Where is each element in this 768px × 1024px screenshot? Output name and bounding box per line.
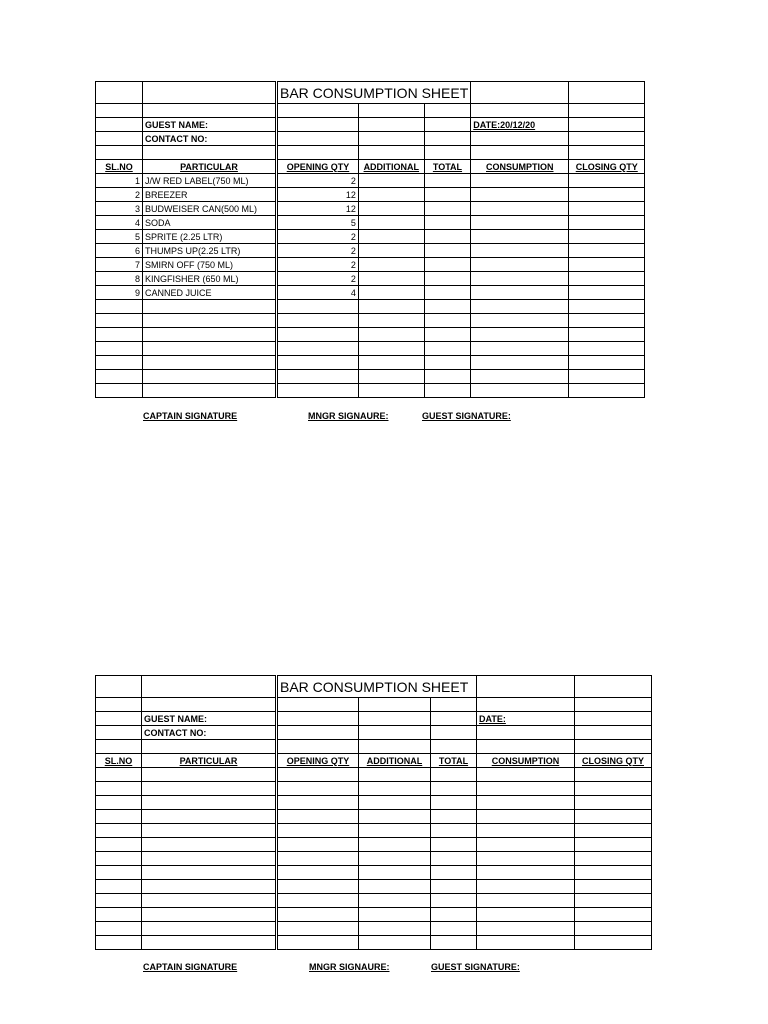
- empty-cell: [277, 810, 359, 824]
- empty-cell: [431, 796, 477, 810]
- empty-cell: [575, 894, 652, 908]
- empty-cell: [96, 796, 142, 810]
- header-cell: OPENING QTY: [277, 754, 359, 768]
- empty-cell: [471, 216, 569, 230]
- empty-cell: [569, 300, 645, 314]
- empty-cell: [96, 342, 143, 356]
- item-name: J/W RED LABEL(750 ML): [143, 174, 277, 188]
- table-row: [96, 768, 652, 782]
- empty-cell: [143, 314, 277, 328]
- empty-cell: [359, 824, 431, 838]
- empty-cell: [424, 244, 471, 258]
- empty-cell: [569, 216, 645, 230]
- empty-cell: [471, 384, 569, 398]
- empty-cell: [477, 908, 575, 922]
- empty-cell: [277, 768, 359, 782]
- empty-cell: [471, 272, 569, 286]
- empty-cell: [569, 202, 645, 216]
- consumption-sheet-1: [95, 81, 645, 398]
- opening-qty: 4: [277, 286, 359, 300]
- empty-cell: [142, 796, 277, 810]
- empty-cell: [277, 370, 359, 384]
- table-row: [96, 174, 645, 188]
- date-label: DATE:: [477, 712, 575, 726]
- empty-cell: [359, 936, 431, 950]
- empty-cell: [143, 342, 277, 356]
- empty-cell: [96, 824, 142, 838]
- empty-cell: [96, 300, 143, 314]
- empty-cell: [477, 922, 575, 936]
- header-cell: SL.NO: [96, 754, 142, 768]
- empty-cell: [277, 328, 359, 342]
- empty-cell: [358, 300, 424, 314]
- empty-cell: [424, 356, 471, 370]
- table-row: [96, 866, 652, 880]
- empty-cell: [575, 936, 652, 950]
- empty-cell: [96, 356, 143, 370]
- empty-cell: [471, 258, 569, 272]
- empty-cell: [471, 300, 569, 314]
- empty-cell: [424, 216, 471, 230]
- empty-cell: [143, 328, 277, 342]
- consumption-sheet-2: [95, 675, 652, 950]
- empty-cell: [277, 342, 359, 356]
- item-name: BREEZER: [143, 188, 277, 202]
- empty-cell: [142, 824, 277, 838]
- empty-cell: [359, 922, 431, 936]
- empty-cell: [569, 258, 645, 272]
- empty-cell: [277, 880, 359, 894]
- empty-cell: [431, 866, 477, 880]
- empty-cell: [575, 880, 652, 894]
- empty-cell: [96, 370, 143, 384]
- table-row: [96, 230, 645, 244]
- header-cell: OPENING QTY: [277, 160, 359, 174]
- empty-cell: [96, 810, 142, 824]
- empty-cell: [143, 300, 277, 314]
- row-number: 3: [96, 202, 143, 216]
- empty-cell: [142, 782, 277, 796]
- table-row: [96, 880, 652, 894]
- empty-cell: [431, 782, 477, 796]
- empty-cell: [143, 384, 277, 398]
- empty-cell: [277, 300, 359, 314]
- empty-cell: [424, 202, 471, 216]
- empty-cell: [575, 810, 652, 824]
- empty-cell: [431, 852, 477, 866]
- opening-qty: 2: [277, 174, 359, 188]
- empty-cell: [277, 894, 359, 908]
- table-row: [96, 216, 645, 230]
- opening-qty: 2: [277, 258, 359, 272]
- header-cell: ADDITIONAL: [359, 754, 431, 768]
- header-cell: CONSUMPTION: [477, 754, 575, 768]
- empty-cell: [424, 230, 471, 244]
- empty-cell: [471, 356, 569, 370]
- empty-cell: [424, 286, 471, 300]
- table-row: [96, 356, 645, 370]
- empty-cell: [142, 838, 277, 852]
- empty-cell: [569, 370, 645, 384]
- empty-cell: [359, 838, 431, 852]
- empty-cell: [431, 908, 477, 922]
- table-row: [96, 384, 645, 398]
- empty-cell: [431, 922, 477, 936]
- empty-cell: [277, 908, 359, 922]
- contact-label: CONTACT NO:: [142, 726, 277, 740]
- table-row: [96, 314, 645, 328]
- empty-cell: [424, 174, 471, 188]
- empty-cell: [569, 328, 645, 342]
- empty-cell: [277, 866, 359, 880]
- empty-cell: [277, 852, 359, 866]
- empty-cell: [359, 796, 431, 810]
- empty-cell: [96, 922, 142, 936]
- empty-cell: [142, 894, 277, 908]
- empty-cell: [477, 936, 575, 950]
- empty-cell: [477, 810, 575, 824]
- row-number: 1: [96, 174, 143, 188]
- sheet-table: [95, 81, 645, 398]
- empty-cell: [358, 356, 424, 370]
- empty-cell: [569, 342, 645, 356]
- empty-cell: [477, 852, 575, 866]
- empty-cell: [575, 824, 652, 838]
- empty-cell: [358, 258, 424, 272]
- empty-cell: [569, 384, 645, 398]
- opening-qty: 2: [277, 244, 359, 258]
- sheet-title: BAR CONSUMPTION SHEET: [277, 676, 477, 698]
- empty-cell: [142, 908, 277, 922]
- empty-cell: [358, 286, 424, 300]
- opening-qty: 12: [277, 202, 359, 216]
- empty-cell: [142, 866, 277, 880]
- opening-qty: 2: [277, 272, 359, 286]
- empty-cell: [277, 922, 359, 936]
- table-row: [96, 894, 652, 908]
- empty-cell: [96, 768, 142, 782]
- empty-cell: [477, 824, 575, 838]
- item-name: BUDWEISER CAN(500 ML): [143, 202, 277, 216]
- empty-cell: [471, 286, 569, 300]
- empty-cell: [358, 188, 424, 202]
- header-cell: SL.NO: [96, 160, 143, 174]
- empty-cell: [277, 384, 359, 398]
- table-row: [96, 286, 645, 300]
- table-row: [96, 810, 652, 824]
- sheet-table: [95, 675, 652, 950]
- empty-cell: [575, 838, 652, 852]
- table-row: [96, 838, 652, 852]
- header-cell: ADDITIONAL: [358, 160, 424, 174]
- empty-cell: [142, 936, 277, 950]
- manager-signature-label: MNGR SIGNAURE:: [309, 962, 390, 972]
- empty-cell: [575, 782, 652, 796]
- empty-cell: [424, 314, 471, 328]
- empty-cell: [471, 230, 569, 244]
- empty-cell: [358, 216, 424, 230]
- table-row: [96, 782, 652, 796]
- item-name: SPRITE (2.25 LTR): [143, 230, 277, 244]
- empty-cell: [471, 244, 569, 258]
- header-cell: CLOSING QTY: [569, 160, 645, 174]
- empty-cell: [575, 908, 652, 922]
- header-row: [96, 160, 645, 174]
- empty-cell: [96, 852, 142, 866]
- empty-cell: [471, 202, 569, 216]
- guest-name-label: GUEST NAME:: [143, 118, 277, 132]
- empty-cell: [471, 314, 569, 328]
- empty-cell: [575, 796, 652, 810]
- sheet-title: BAR CONSUMPTION SHEET: [277, 82, 471, 104]
- empty-cell: [569, 272, 645, 286]
- empty-cell: [431, 810, 477, 824]
- empty-cell: [569, 230, 645, 244]
- empty-cell: [142, 810, 277, 824]
- empty-cell: [359, 810, 431, 824]
- empty-cell: [96, 314, 143, 328]
- header-cell: TOTAL: [424, 160, 471, 174]
- empty-cell: [431, 838, 477, 852]
- empty-cell: [569, 314, 645, 328]
- empty-cell: [471, 328, 569, 342]
- empty-cell: [359, 782, 431, 796]
- table-row: [96, 258, 645, 272]
- empty-cell: [277, 314, 359, 328]
- contact-label: CONTACT NO:: [143, 132, 277, 146]
- header-cell: CONSUMPTION: [471, 160, 569, 174]
- empty-cell: [424, 300, 471, 314]
- item-name: SMIRN OFF (750 ML): [143, 258, 277, 272]
- empty-cell: [277, 356, 359, 370]
- table-row: [96, 300, 645, 314]
- table-row: [96, 824, 652, 838]
- empty-cell: [358, 174, 424, 188]
- item-name: SODA: [143, 216, 277, 230]
- empty-cell: [477, 796, 575, 810]
- empty-cell: [471, 370, 569, 384]
- empty-cell: [424, 188, 471, 202]
- empty-cell: [96, 384, 143, 398]
- empty-cell: [477, 782, 575, 796]
- table-row: [96, 908, 652, 922]
- item-name: CANNED JUICE: [143, 286, 277, 300]
- empty-cell: [359, 852, 431, 866]
- header-row: [96, 754, 652, 768]
- table-row: [96, 342, 645, 356]
- empty-cell: [358, 244, 424, 258]
- empty-cell: [359, 880, 431, 894]
- date-label: DATE:20/12/20: [471, 118, 569, 132]
- empty-cell: [569, 174, 645, 188]
- empty-cell: [424, 328, 471, 342]
- table-row: [96, 936, 652, 950]
- item-name: THUMPS UP(2.25 LTR): [143, 244, 277, 258]
- row-number: 9: [96, 286, 143, 300]
- table-row: [96, 328, 645, 342]
- empty-cell: [477, 894, 575, 908]
- empty-cell: [569, 188, 645, 202]
- empty-cell: [358, 370, 424, 384]
- empty-cell: [431, 824, 477, 838]
- empty-cell: [358, 342, 424, 356]
- empty-cell: [358, 230, 424, 244]
- empty-cell: [575, 922, 652, 936]
- empty-cell: [424, 370, 471, 384]
- empty-cell: [424, 258, 471, 272]
- manager-signature-label: MNGR SIGNAURE:: [308, 411, 389, 421]
- empty-cell: [477, 838, 575, 852]
- header-cell: CLOSING QTY: [575, 754, 652, 768]
- empty-cell: [277, 936, 359, 950]
- empty-cell: [277, 796, 359, 810]
- empty-cell: [431, 894, 477, 908]
- header-cell: PARTICULAR: [143, 160, 277, 174]
- empty-cell: [471, 342, 569, 356]
- empty-cell: [431, 936, 477, 950]
- empty-cell: [424, 384, 471, 398]
- empty-cell: [96, 838, 142, 852]
- empty-cell: [143, 356, 277, 370]
- header-cell: PARTICULAR: [142, 754, 277, 768]
- row-number: 8: [96, 272, 143, 286]
- table-row: [96, 272, 645, 286]
- empty-cell: [569, 286, 645, 300]
- opening-qty: 5: [277, 216, 359, 230]
- empty-cell: [575, 768, 652, 782]
- empty-cell: [142, 852, 277, 866]
- empty-cell: [471, 188, 569, 202]
- header-cell: TOTAL: [431, 754, 477, 768]
- empty-cell: [143, 370, 277, 384]
- empty-cell: [96, 866, 142, 880]
- item-name: KINGFISHER (650 ML): [143, 272, 277, 286]
- opening-qty: 12: [277, 188, 359, 202]
- empty-cell: [142, 880, 277, 894]
- empty-cell: [358, 328, 424, 342]
- empty-cell: [96, 908, 142, 922]
- guest-signature-label: GUEST SIGNATURE:: [431, 962, 520, 972]
- empty-cell: [477, 768, 575, 782]
- empty-cell: [477, 880, 575, 894]
- empty-cell: [277, 824, 359, 838]
- empty-cell: [96, 894, 142, 908]
- empty-cell: [431, 768, 477, 782]
- captain-signature-label: CAPTAIN SIGNATURE: [143, 962, 238, 972]
- table-row: [96, 202, 645, 216]
- empty-cell: [359, 894, 431, 908]
- guest-signature-label: GUEST SIGNATURE:: [422, 411, 511, 421]
- empty-cell: [431, 880, 477, 894]
- empty-cell: [359, 908, 431, 922]
- empty-cell: [96, 328, 143, 342]
- table-row: [96, 796, 652, 810]
- empty-cell: [424, 342, 471, 356]
- empty-cell: [96, 782, 142, 796]
- table-row: [96, 188, 645, 202]
- empty-cell: [359, 866, 431, 880]
- opening-qty: 2: [277, 230, 359, 244]
- empty-cell: [142, 922, 277, 936]
- empty-cell: [471, 174, 569, 188]
- empty-cell: [477, 866, 575, 880]
- captain-signature-label: CAPTAIN SIGNATURE: [143, 411, 238, 421]
- empty-cell: [277, 838, 359, 852]
- empty-cell: [358, 202, 424, 216]
- row-number: 2: [96, 188, 143, 202]
- empty-cell: [575, 852, 652, 866]
- table-row: [96, 922, 652, 936]
- table-row: [96, 370, 645, 384]
- guest-name-label: GUEST NAME:: [142, 712, 277, 726]
- table-row: [96, 244, 645, 258]
- empty-cell: [358, 314, 424, 328]
- row-number: 7: [96, 258, 143, 272]
- row-number: 5: [96, 230, 143, 244]
- table-row: [96, 852, 652, 866]
- empty-cell: [358, 384, 424, 398]
- empty-cell: [96, 880, 142, 894]
- empty-cell: [569, 356, 645, 370]
- empty-cell: [359, 768, 431, 782]
- empty-cell: [575, 866, 652, 880]
- empty-cell: [96, 936, 142, 950]
- empty-cell: [424, 272, 471, 286]
- empty-cell: [142, 768, 277, 782]
- empty-cell: [358, 272, 424, 286]
- row-number: 6: [96, 244, 143, 258]
- empty-cell: [277, 782, 359, 796]
- row-number: 4: [96, 216, 143, 230]
- empty-cell: [569, 244, 645, 258]
